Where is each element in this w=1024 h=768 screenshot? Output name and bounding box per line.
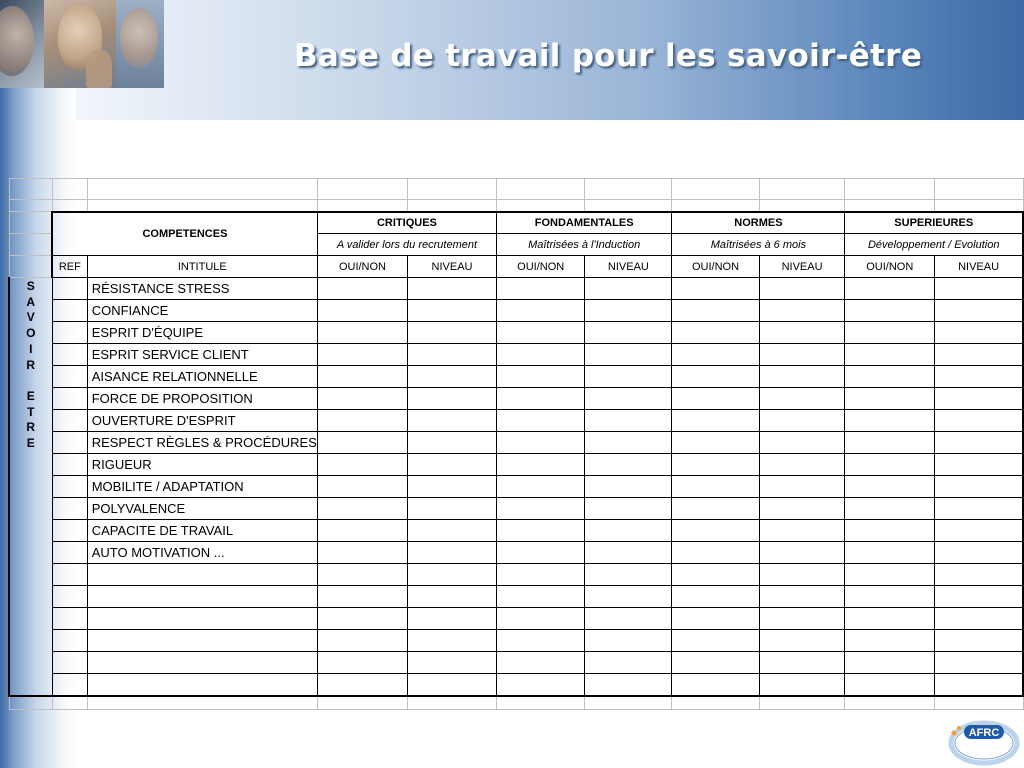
niveau-cell[interactable] [935,586,1023,608]
table-row [9,388,1023,410]
ref-cell[interactable] [52,608,87,630]
niveau-cell[interactable] [408,520,497,542]
table-row [9,300,1023,322]
intitule-text: ESPRIT D'ÉQUIPE [91,325,204,340]
intitule-text: CONFIANCE [91,303,169,318]
oui-non-cell[interactable] [845,498,935,520]
oui-non-cell[interactable] [845,366,935,388]
oui-non-cell[interactable] [317,410,407,432]
niveau-cell[interactable] [408,432,497,454]
niveau-cell[interactable] [408,674,497,696]
niveau-cell[interactable] [585,630,672,652]
niveau-cell[interactable] [935,564,1023,586]
niveau-cell[interactable] [759,432,845,454]
niveau-cell[interactable] [408,300,497,322]
oui-non-cell[interactable] [496,674,584,696]
ref-cell[interactable] [52,564,87,586]
spacer-row [9,200,1023,212]
oui-non-cell[interactable] [845,608,935,630]
oui-non-cell[interactable] [672,498,759,520]
niveau-cell[interactable] [585,388,672,410]
intitule-cell[interactable] [87,520,317,542]
intitule-text: AUTO MOTIVATION ... [91,545,225,560]
niveau-cell[interactable] [585,476,672,498]
table-row [9,586,1023,608]
intitule-cell[interactable] [87,344,317,366]
table-row [9,652,1023,674]
header-oui-non: OUI/NON [672,256,759,278]
niveau-cell[interactable] [935,520,1023,542]
oui-non-cell[interactable] [496,366,584,388]
niveau-cell[interactable] [585,542,672,564]
table-row [9,542,1023,564]
header-competences: COMPETENCES [52,212,317,256]
intitule-cell[interactable] [87,674,317,696]
ref-cell[interactable] [52,498,87,520]
oui-non-cell[interactable] [845,388,935,410]
oui-non-cell[interactable] [317,454,407,476]
oui-non-cell[interactable] [672,630,759,652]
intitule-cell[interactable] [87,322,317,344]
niveau-cell[interactable] [585,366,672,388]
niveau-cell[interactable] [759,476,845,498]
niveau-cell[interactable] [935,322,1023,344]
oui-non-cell[interactable] [672,344,759,366]
oui-non-cell[interactable] [845,344,935,366]
niveau-cell[interactable] [408,608,497,630]
intitule-text: RESPECT RÈGLES & PROCÉDURES [91,435,317,450]
intitule-text: CAPACITE DE TRAVAIL [91,523,234,538]
niveau-cell[interactable] [935,542,1023,564]
oui-non-cell[interactable] [317,586,407,608]
intitule-cell[interactable] [87,652,317,674]
header-niveau: NIVEAU [935,256,1023,278]
header-oui-non: OUI/NON [496,256,584,278]
oui-non-cell[interactable] [672,674,759,696]
oui-non-cell[interactable] [317,366,407,388]
oui-non-cell[interactable] [845,300,935,322]
intitule-cell[interactable] [87,278,317,300]
oui-non-cell[interactable] [496,564,584,586]
niveau-cell[interactable] [759,344,845,366]
oui-non-cell[interactable] [845,476,935,498]
ref-cell[interactable] [52,366,87,388]
niveau-cell[interactable] [408,542,497,564]
niveau-cell[interactable] [935,344,1023,366]
table-row [9,366,1023,388]
niveau-cell[interactable] [935,366,1023,388]
niveau-cell[interactable] [585,564,672,586]
oui-non-cell[interactable] [496,652,584,674]
oui-non-cell[interactable] [845,520,935,542]
header-row-groups [9,212,1023,234]
niveau-cell[interactable] [759,630,845,652]
intitule-cell[interactable] [87,630,317,652]
niveau-cell[interactable] [585,520,672,542]
niveau-cell[interactable] [759,520,845,542]
ref-cell[interactable] [52,344,87,366]
niveau-cell[interactable] [759,278,845,300]
intitule-text: RIGUEUR [91,457,152,472]
spacer-row [9,696,1023,710]
niveau-cell[interactable] [935,674,1023,696]
table-row [9,564,1023,586]
oui-non-cell[interactable] [496,344,584,366]
oui-non-cell[interactable] [317,498,407,520]
spacer-row [9,179,1023,200]
oui-non-cell[interactable] [845,674,935,696]
intitule-cell[interactable] [87,366,317,388]
oui-non-cell[interactable] [672,652,759,674]
intitule-cell[interactable] [87,476,317,498]
ref-cell[interactable] [52,432,87,454]
header-normes: NORMES [672,212,845,234]
header-fondamentales: FONDAMENTALES [496,212,671,234]
oui-non-cell[interactable] [845,542,935,564]
oui-non-cell[interactable] [672,476,759,498]
intitule-text: AISANCE RELATIONNELLE [91,369,258,384]
intitule-cell[interactable] [87,542,317,564]
oui-non-cell[interactable] [317,520,407,542]
niveau-cell[interactable] [585,322,672,344]
competences-table [8,178,1024,710]
intitule-text: RÉSISTANCE STRESS [91,281,230,296]
intitule-cell[interactable] [87,586,317,608]
table-row [9,454,1023,476]
niveau-cell[interactable] [408,366,497,388]
niveau-cell[interactable] [759,542,845,564]
table-row [9,410,1023,432]
subtitle-critiques: A valider lors du recrutement [317,234,496,256]
header-critiques: CRITIQUES [317,212,496,234]
oui-non-cell[interactable] [845,278,935,300]
niveau-cell[interactable] [935,608,1023,630]
ref-cell[interactable] [52,322,87,344]
niveau-cell[interactable] [408,454,497,476]
intitule-cell[interactable] [87,608,317,630]
niveau-cell[interactable] [759,674,845,696]
niveau-cell[interactable] [408,652,497,674]
oui-non-cell[interactable] [496,454,584,476]
niveau-cell[interactable] [585,454,672,476]
oui-non-cell[interactable] [672,322,759,344]
oui-non-cell[interactable] [317,564,407,586]
niveau-cell[interactable] [935,652,1023,674]
niveau-cell[interactable] [759,498,845,520]
ref-cell[interactable] [52,278,87,300]
intitule-cell[interactable] [87,454,317,476]
niveau-cell[interactable] [585,278,672,300]
ref-cell[interactable] [52,388,87,410]
niveau-cell[interactable] [935,432,1023,454]
niveau-cell[interactable] [759,652,845,674]
subtitle-superieures: Développement / Evolution [845,234,1023,256]
oui-non-cell[interactable] [672,520,759,542]
intitule-text: MOBILITE / ADAPTATION [91,479,244,494]
niveau-cell[interactable] [585,344,672,366]
table-row [9,278,1023,300]
header-intitule: INTITULE [87,256,317,278]
header-row-columns [9,256,1023,278]
oui-non-cell[interactable] [672,300,759,322]
oui-non-cell[interactable] [672,608,759,630]
intitule-cell[interactable] [87,498,317,520]
oui-non-cell[interactable] [317,432,407,454]
oui-non-cell[interactable] [845,564,935,586]
oui-non-cell[interactable] [672,366,759,388]
niveau-cell[interactable] [759,564,845,586]
intitule-cell[interactable] [87,300,317,322]
oui-non-cell[interactable] [845,652,935,674]
oui-non-cell[interactable] [317,476,407,498]
niveau-cell[interactable] [935,498,1023,520]
table-row [9,344,1023,366]
savoir-etre-side-label [9,278,52,696]
oui-non-cell[interactable] [672,564,759,586]
oui-non-cell[interactable] [496,630,584,652]
subtitle-normes: Maîtrisées à 6 mois [672,234,845,256]
niveau-cell[interactable] [935,278,1023,300]
oui-non-cell[interactable] [672,410,759,432]
table-row [9,432,1023,454]
ref-cell[interactable] [52,674,87,696]
oui-non-cell[interactable] [672,586,759,608]
oui-non-cell[interactable] [496,278,584,300]
oui-non-cell[interactable] [496,520,584,542]
intitule-cell[interactable] [87,432,317,454]
niveau-cell[interactable] [408,278,497,300]
niveau-cell[interactable] [935,410,1023,432]
intitule-text: ESPRIT SERVICE CLIENT [91,347,249,362]
niveau-cell[interactable] [759,608,845,630]
oui-non-cell[interactable] [845,586,935,608]
niveau-cell[interactable] [935,388,1023,410]
header-niveau: NIVEAU [585,256,672,278]
ref-cell[interactable] [52,520,87,542]
niveau-cell[interactable] [585,498,672,520]
side-label-text: S A V O I R E T R E [26,279,36,451]
niveau-cell[interactable] [759,454,845,476]
header-photo [0,0,164,88]
table-row [9,674,1023,696]
niveau-cell[interactable] [759,366,845,388]
niveau-cell[interactable] [408,586,497,608]
table-row [9,608,1023,630]
table-row [9,322,1023,344]
ref-cell[interactable] [52,410,87,432]
intitule-text: OUVERTURE D'ESPRIT [91,413,236,428]
header-niveau: NIVEAU [759,256,845,278]
table-row [9,476,1023,498]
header-oui-non: OUI/NON [845,256,935,278]
intitule-text: FORCE DE PROPOSITION [91,391,253,406]
header-niveau: NIVEAU [408,256,497,278]
ref-cell[interactable] [52,454,87,476]
niveau-cell[interactable] [935,454,1023,476]
logo-text: AFRC [968,727,1000,739]
ref-cell[interactable] [52,476,87,498]
niveau-cell[interactable] [585,674,672,696]
oui-non-cell[interactable] [845,454,935,476]
niveau-cell[interactable] [408,476,497,498]
oui-non-cell[interactable] [496,432,584,454]
niveau-cell[interactable] [759,322,845,344]
niveau-cell[interactable] [585,652,672,674]
oui-non-cell[interactable] [672,432,759,454]
table-row [9,520,1023,542]
oui-non-cell[interactable] [317,300,407,322]
slide-title: Base de travail pour les savoir-être [294,38,923,74]
niveau-cell[interactable] [585,586,672,608]
oui-non-cell[interactable] [317,344,407,366]
intitule-cell[interactable] [87,410,317,432]
oui-non-cell[interactable] [672,542,759,564]
oui-non-cell[interactable] [496,388,584,410]
niveau-cell[interactable] [935,630,1023,652]
niveau-cell[interactable] [408,322,497,344]
ref-cell[interactable] [52,630,87,652]
niveau-cell[interactable] [759,410,845,432]
oui-non-cell[interactable] [845,410,935,432]
niveau-cell[interactable] [408,630,497,652]
intitule-text: POLYVALENCE [91,501,186,516]
oui-non-cell[interactable] [317,388,407,410]
oui-non-cell[interactable] [672,388,759,410]
niveau-cell[interactable] [585,410,672,432]
oui-non-cell[interactable] [317,322,407,344]
oui-non-cell[interactable] [496,476,584,498]
oui-non-cell[interactable] [317,630,407,652]
niveau-cell[interactable] [585,608,672,630]
oui-non-cell[interactable] [672,454,759,476]
oui-non-cell[interactable] [496,542,584,564]
niveau-cell[interactable] [408,564,497,586]
niveau-cell[interactable] [408,410,497,432]
oui-non-cell[interactable] [496,300,584,322]
oui-non-cell[interactable] [496,322,584,344]
ref-cell[interactable] [52,300,87,322]
oui-non-cell[interactable] [317,652,407,674]
niveau-cell[interactable] [935,300,1023,322]
niveau-cell[interactable] [759,388,845,410]
oui-non-cell[interactable] [496,410,584,432]
oui-non-cell[interactable] [496,586,584,608]
ref-cell[interactable] [52,586,87,608]
intitule-cell[interactable] [87,388,317,410]
ref-cell[interactable] [52,542,87,564]
oui-non-cell[interactable] [317,542,407,564]
oui-non-cell[interactable] [317,608,407,630]
niveau-cell[interactable] [759,586,845,608]
niveau-cell[interactable] [935,476,1023,498]
niveau-cell[interactable] [408,344,497,366]
header-ref: REF [52,256,87,278]
niveau-cell[interactable] [408,388,497,410]
afrc-logo [944,716,1022,766]
oui-non-cell[interactable] [496,498,584,520]
oui-non-cell[interactable] [496,608,584,630]
table-row [9,630,1023,652]
oui-non-cell[interactable] [845,322,935,344]
subtitle-fondamentales: Maîtrisées à l'Induction [496,234,671,256]
ref-cell[interactable] [52,652,87,674]
niveau-cell[interactable] [408,498,497,520]
header-oui-non: OUI/NON [317,256,407,278]
table-row [9,498,1023,520]
oui-non-cell[interactable] [317,674,407,696]
oui-non-cell[interactable] [317,278,407,300]
oui-non-cell[interactable] [845,630,935,652]
niveau-cell[interactable] [585,300,672,322]
oui-non-cell[interactable] [672,278,759,300]
intitule-cell[interactable] [87,564,317,586]
niveau-cell[interactable] [585,432,672,454]
oui-non-cell[interactable] [845,432,935,454]
niveau-cell[interactable] [759,300,845,322]
header-superieures: SUPERIEURES [845,212,1023,234]
